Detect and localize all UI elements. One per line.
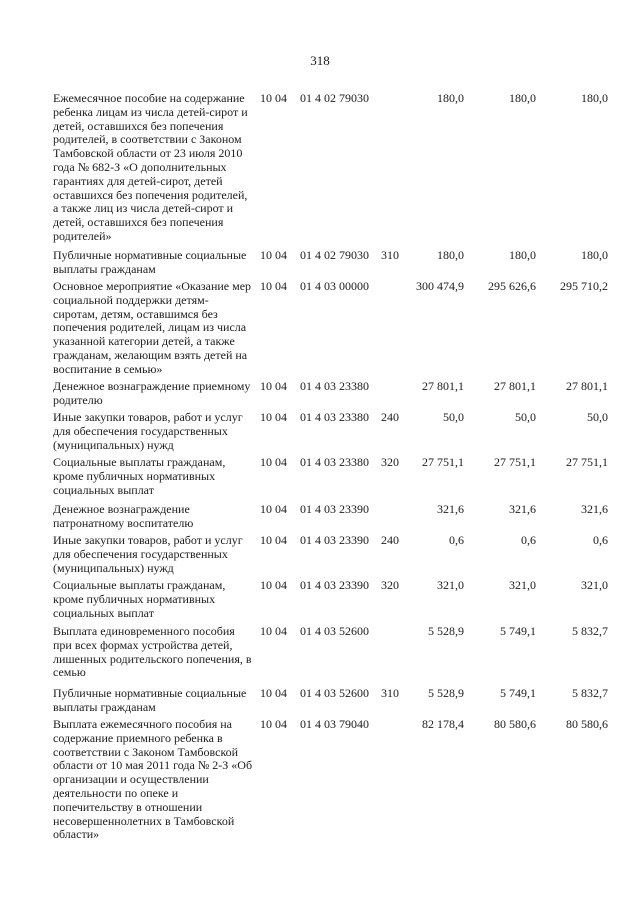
target-code: 01 4 03 23380 — [300, 379, 369, 393]
amount-year-3: 27 751,1 — [566, 455, 608, 469]
amount-year-1: 321,0 — [437, 578, 464, 592]
amount-year-1: 321,6 — [437, 502, 464, 516]
amount-year-1: 5 528,9 — [428, 624, 464, 638]
amount-year-2: 180,0 — [509, 248, 536, 262]
section-code: 10 04 — [260, 624, 287, 638]
target-code: 01 4 03 23390 — [300, 533, 369, 547]
expense-type-code: 310 — [381, 686, 399, 700]
section-code: 10 04 — [260, 686, 287, 700]
section-code: 10 04 — [260, 248, 287, 262]
amount-year-1: 0,6 — [449, 533, 464, 547]
target-code: 01 4 03 23390 — [300, 578, 369, 592]
amount-year-3: 5 832,7 — [572, 686, 608, 700]
amount-year-3: 180,0 — [581, 248, 608, 262]
amount-year-1: 50,0 — [443, 410, 464, 424]
table-row — [0, 625, 640, 687]
table-row — [0, 92, 640, 249]
amount-year-2: 0,6 — [521, 533, 536, 547]
section-code: 10 04 — [260, 455, 287, 469]
row-name: Иные закупки товаров, работ и услуг для обеспечения государственных (муниципальных) нужд — [53, 533, 243, 575]
table-row — [0, 411, 640, 456]
row-name: Ежемесячное пособие на содержание ребенка лицам из числа детей-сирот и детей, оставшихся без попечения родителей, в соответствии с Законом Тамбовской области от 23 июля 2010 года № 682-З «О дополнительных гарантиях для детей-сирот, детей оставшихся без попечения родителей, а также лиц из числа детей-сирот и детей, оставшихся без попечения родителей» — [53, 91, 248, 243]
page-number: 318 — [310, 53, 330, 68]
target-code: 01 4 02 79030 — [300, 248, 369, 262]
amount-year-2: 27 801,1 — [494, 379, 536, 393]
amount-year-1: 180,0 — [437, 91, 464, 105]
amount-year-2: 321,6 — [509, 502, 536, 516]
table-row — [0, 249, 640, 280]
target-code: 01 4 03 52600 — [300, 686, 369, 700]
target-code: 01 4 03 23380 — [300, 410, 369, 424]
table-row — [0, 718, 640, 858]
section-code: 10 04 — [260, 578, 287, 592]
section-code: 10 04 — [260, 533, 287, 547]
amount-year-1: 27 801,1 — [422, 379, 464, 393]
amount-year-2: 295 626,6 — [488, 279, 536, 293]
amount-year-2: 5 749,1 — [500, 686, 536, 700]
budget-table — [0, 92, 640, 858]
amount-year-1: 180,0 — [437, 248, 464, 262]
section-code: 10 04 — [260, 410, 287, 424]
expense-type-code: 240 — [381, 533, 399, 547]
amount-year-1: 300 474,9 — [416, 279, 464, 293]
amount-year-3: 5 832,7 — [572, 624, 608, 638]
amount-year-2: 50,0 — [515, 410, 536, 424]
table-row — [0, 534, 640, 579]
table-row — [0, 503, 640, 534]
amount-year-3: 27 801,1 — [566, 379, 608, 393]
row-name: Выплата ежемесячного пособия на содержание приемного ребенка в соответствии с Законом Тамбовской области от 10 мая 2011 года № 2-З «Об организации и осуществлении деятельности по опеке и попечительству в отношении несовершеннолетних в Тамбовской области» — [53, 717, 253, 842]
amount-year-2: 27 751,1 — [494, 455, 536, 469]
row-name: Выплата единовременного пособия при всех формах устройства детей, лишенных родительского попечения, в семью — [53, 624, 252, 680]
target-code: 01 4 03 23390 — [300, 502, 369, 516]
amount-year-3: 180,0 — [581, 91, 608, 105]
amount-year-2: 80 580,6 — [494, 717, 536, 731]
table-row — [0, 380, 640, 411]
section-code: 10 04 — [260, 502, 287, 516]
row-name: Денежное вознаграждение патронатному воспитателю — [53, 502, 194, 530]
amount-year-3: 80 580,6 — [566, 717, 608, 731]
section-code: 10 04 — [260, 91, 287, 105]
expense-type-code: 320 — [381, 578, 399, 592]
section-code: 10 04 — [260, 717, 287, 731]
amount-year-3: 321,0 — [581, 578, 608, 592]
amount-year-3: 295 710,2 — [560, 279, 608, 293]
table-row — [0, 280, 640, 380]
row-name: Публичные нормативные социальные выплаты гражданам — [53, 686, 247, 714]
row-name: Социальные выплаты гражданам, кроме публичных нормативных социальных выплат — [53, 455, 226, 497]
amount-year-3: 0,6 — [593, 533, 608, 547]
expense-type-code: 240 — [381, 410, 399, 424]
row-name: Социальные выплаты гражданам, кроме публичных нормативных социальных выплат — [53, 578, 226, 620]
expense-type-code: 310 — [381, 248, 399, 262]
table-row — [0, 456, 640, 503]
row-name: Публичные нормативные социальные выплаты гражданам — [53, 248, 247, 276]
target-code: 01 4 02 79030 — [300, 91, 369, 105]
amount-year-1: 5 528,9 — [428, 686, 464, 700]
target-code: 01 4 03 00000 — [300, 279, 369, 293]
target-code: 01 4 03 52600 — [300, 624, 369, 638]
amount-year-2: 5 749,1 — [500, 624, 536, 638]
row-name: Основное мероприятие «Оказание мер социальной поддержки детям-сиротам, детям, оставшимся без попечения родителей, лицам из числа указанной категории детей, а также гражданам, желающим взять детей на воспитание в семью» — [53, 279, 252, 376]
amount-year-2: 321,0 — [509, 578, 536, 592]
target-code: 01 4 03 79040 — [300, 717, 369, 731]
table-row — [0, 687, 640, 718]
row-name: Денежное вознаграждение приемному родителю — [53, 379, 251, 407]
amount-year-2: 180,0 — [509, 91, 536, 105]
amount-year-1: 27 751,1 — [422, 455, 464, 469]
expense-type-code: 320 — [381, 455, 399, 469]
amount-year-3: 321,6 — [581, 502, 608, 516]
target-code: 01 4 03 23380 — [300, 455, 369, 469]
amount-year-3: 50,0 — [587, 410, 608, 424]
section-code: 10 04 — [260, 379, 287, 393]
table-row — [0, 579, 640, 625]
amount-year-1: 82 178,4 — [422, 717, 464, 731]
row-name: Иные закупки товаров, работ и услуг для обеспечения государственных (муниципальных) нужд — [53, 410, 243, 452]
section-code: 10 04 — [260, 279, 287, 293]
